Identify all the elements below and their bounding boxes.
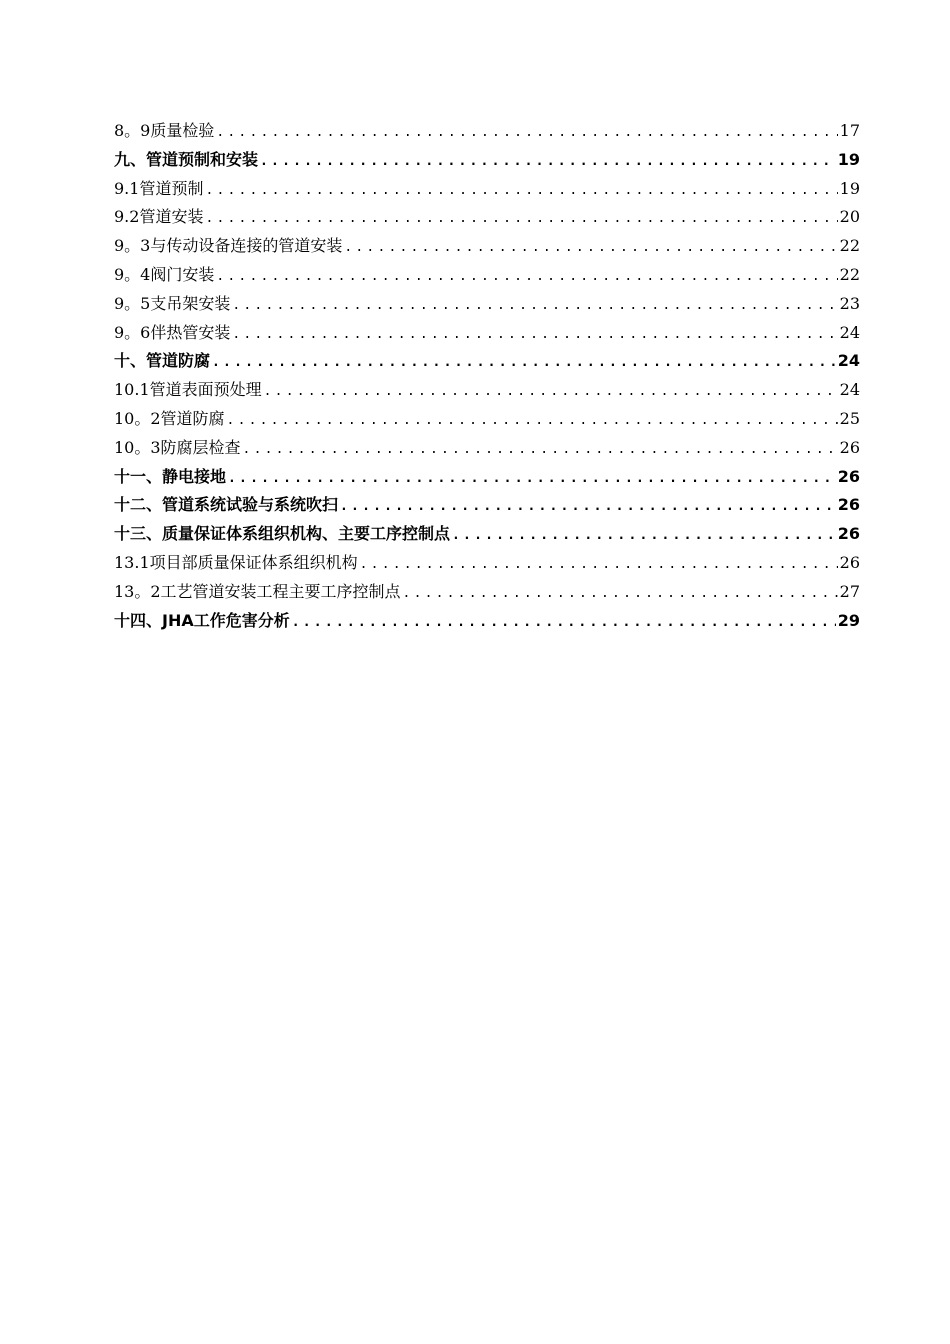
- toc-entry-page: 22: [839, 264, 860, 284]
- toc-leader-dots: [340, 499, 836, 514]
- toc-leader-dots: [232, 298, 837, 313]
- toc-entry-page: 26: [837, 524, 860, 544]
- toc-entry-title: 十、管道防腐: [114, 351, 211, 371]
- toc-entry[interactable]: [114, 204, 860, 233]
- toc-leader-dots: [216, 269, 837, 284]
- toc-leader-dots: [227, 413, 838, 428]
- toc-leader-dots: [228, 471, 836, 486]
- toc-leader-dots: [212, 355, 836, 370]
- toc-entry-major[interactable]: [114, 608, 860, 637]
- toc-entry-page: 26: [837, 495, 860, 515]
- toc-leader-dots: [360, 557, 838, 572]
- toc-entry[interactable]: [114, 262, 860, 291]
- toc-entry-page: 26: [839, 552, 860, 572]
- toc-entry-page: 26: [839, 437, 860, 457]
- toc-entry-title: 10。3防腐层检查: [114, 437, 241, 457]
- toc-leader-dots: [403, 586, 838, 601]
- toc-entry-title: 十一、静电接地: [114, 466, 227, 486]
- toc-entry-page: 23: [839, 293, 860, 313]
- toc-entry-page: 22: [839, 236, 860, 256]
- toc-leader-dots: [216, 125, 837, 140]
- toc-entry-major[interactable]: [114, 492, 860, 521]
- toc-entry-page: 19: [837, 149, 860, 169]
- toc-entry-title: 九、管道预制和安装: [114, 149, 259, 169]
- toc-leader-dots: [205, 183, 837, 198]
- toc-entry[interactable]: [114, 579, 860, 608]
- toc-entry-page: 17: [839, 121, 860, 140]
- toc-leader-dots: [452, 528, 836, 543]
- toc-leader-dots: [232, 327, 837, 342]
- toc-entry[interactable]: [114, 176, 860, 205]
- toc-leader-dots: [292, 615, 836, 630]
- toc-entry[interactable]: [114, 550, 860, 579]
- toc-entry-major[interactable]: [114, 348, 860, 377]
- toc-entry-title: 十二、管道系统试验与系统吹扫: [114, 495, 339, 515]
- toc-entry-page: 25: [839, 408, 860, 428]
- toc-entry-title: 9.2管道安装: [114, 207, 204, 227]
- toc-leader-dots: [243, 442, 838, 457]
- toc-entry-page: 19: [839, 178, 860, 198]
- toc-entry-title: 十三、质量保证体系组织机构、主要工序控制点: [114, 524, 451, 544]
- toc-leader-dots: [205, 211, 837, 226]
- toc-entry-major[interactable]: [114, 147, 860, 176]
- toc-entry[interactable]: [114, 118, 860, 147]
- toc-entry[interactable]: [114, 435, 860, 464]
- toc-leader-dots: [344, 240, 837, 255]
- toc-entry[interactable]: [114, 291, 860, 320]
- table-of-contents: [114, 118, 860, 636]
- toc-entry-title: 9.1管道预制: [114, 178, 204, 198]
- toc-entry-page: 24: [837, 351, 860, 371]
- toc-entry-title: 10.1管道表面预处理: [114, 380, 262, 400]
- toc-entry-title: 9。5支吊架安装: [114, 293, 231, 313]
- toc-entry-page: 26: [837, 466, 860, 486]
- toc-leader-dots: [264, 384, 838, 399]
- toc-entry-title: 十四、JHA工作危害分析: [114, 610, 290, 630]
- toc-entry-page: 27: [839, 581, 860, 601]
- toc-leader-dots: [260, 154, 836, 169]
- toc-entry-title: 13.1项目部质量保证体系组织机构: [114, 552, 358, 572]
- toc-entry-title: 8。9质量检验: [114, 121, 215, 140]
- toc-entry-title: 13。2工艺管道安装工程主要工序控制点: [114, 581, 401, 601]
- toc-entry-major[interactable]: [114, 521, 860, 550]
- toc-entry[interactable]: [114, 377, 860, 406]
- toc-entry[interactable]: [114, 233, 860, 262]
- toc-entry-page: 24: [839, 322, 860, 342]
- toc-entry[interactable]: [114, 406, 860, 435]
- toc-entry-page: 20: [839, 207, 860, 227]
- toc-entry[interactable]: [114, 320, 860, 349]
- toc-entry-title: 9。4阀门安装: [114, 264, 215, 284]
- toc-entry-major[interactable]: [114, 464, 860, 493]
- toc-entry-title: 10。2管道防腐: [114, 408, 225, 428]
- toc-entry-title: 9。6伴热管安装: [114, 322, 231, 342]
- toc-entry-page: 24: [839, 380, 860, 400]
- toc-entry-page: 29: [837, 610, 860, 630]
- toc-entry-title: 9。3与传动设备连接的管道安装: [114, 236, 343, 256]
